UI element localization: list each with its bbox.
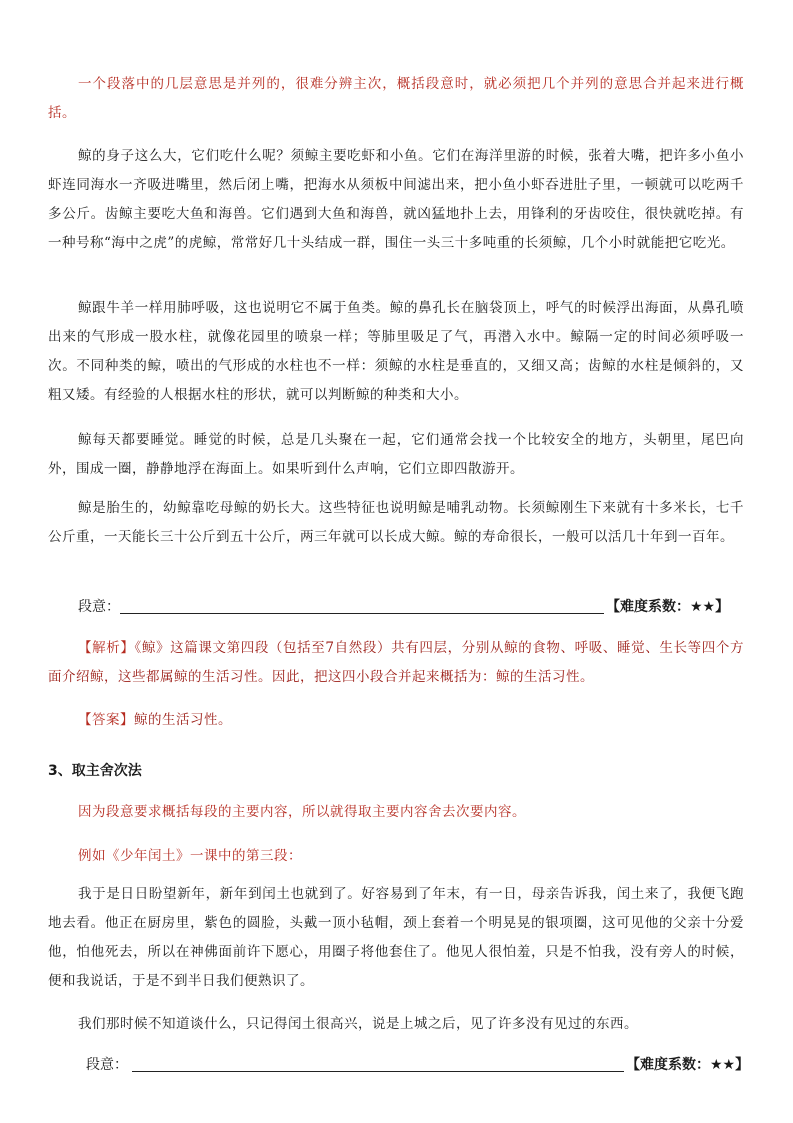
analysis-paragraph [48, 634, 744, 692]
answer-tag: 【答案】 [78, 712, 134, 728]
body-paragraph-growth: 鲸是胎生的，幼鲸靠吃母鲸的奶长大。这些特征也说明鲸是哺乳动物。长须鲸刚生下来就有十多米长，七千公斤重，一天能长三十公斤到五十公斤，两三年就可以长成大鲸。鲸的寿命很长，一般可以活几十年到一百年。 [48, 500, 744, 545]
blank-label: 段意： [78, 599, 120, 615]
answer-blank-row-2 [48, 1054, 748, 1078]
blank-label: 段意： [86, 1057, 128, 1073]
section-heading: 3、取主舍次法 [48, 763, 142, 779]
answer-paragraph [48, 706, 744, 735]
body-paragraph-breathing: 鲸跟牛羊一样用肺呼吸，这也说明它不属于鱼类。鲸的鼻孔长在脑袋顶上，呼气的时候浮出海面，从鼻孔喷出来的气形成一股水柱，就像花园里的喷泉一样；等肺里吸足了气，再潜入水中。鲸隔一定的时间必须呼吸一次。不同种类的鲸，喷出的气形成的水柱也不一样：须鲸的水柱是垂直的，又细又高；齿鲸的水柱是倾斜的，又粗又矮。有经验的人根据水柱的形状，就可以判断鲸的种类和大小。 [48, 300, 744, 403]
answer-blank-line[interactable] [132, 1071, 624, 1072]
analysis-tag: 【解析】 [78, 640, 135, 656]
body-paragraph-food: 鲸的身子这么大，它们吃什么呢？须鲸主要吃虾和小鱼。它们在海洋里游的时候，张着大嘴，把许多小鱼小虾连同海水一齐吸进嘴里，然后闭上嘴，把海水从须板中间滤出来，把小鱼小虾吞进肚子里，一顿就可以吃两千多公斤。齿鲸主要吃大鱼和海兽。它们遇到大鱼和海兽，就凶猛地扑上去，用锋利的牙齿咬住，很快就吃掉。有一种号称“海中之虎”的虎鲸，常常好几十头结成一群，围住一头三十多吨重的长须鲸，几个小时就能把它吃光。 [48, 148, 744, 251]
answer-blank-line[interactable] [120, 613, 604, 614]
analysis-text: 《鲸》这篇课文第四段（包括至7自然段）共有四层，分别从鲸的食物、呼吸、睡觉、生长等四个方面介绍鲸，这些都属鲸的生活习性。因此，把这四小段合并起来概括为：鲸的生活习性。 [48, 640, 744, 685]
example-paragraph-1: 我于是日日盼望新年，新年到闰土也就到了。好容易到了年末，有一日，母亲告诉我，闰土来了，我便飞跑地去看。他正在厨房里，紫色的圆脸，头戴一顶小毡帽，颈上套着一个明晃晃的银项圈，这可见他的父亲十分爱他，怕他死去，所以在神佛面前许下愿心，用圈子将他套住了。他见人很怕羞，只是不怕我，没有旁人的时候，便和我说话，于是不到半日我们便熟识了。 [48, 886, 744, 989]
difficulty-rating: 【难度系数：★★】 [626, 1057, 750, 1073]
example-intro: 例如《少年闰土》一课中的第三段： [78, 848, 302, 864]
body-paragraph-sleeping: 鲸每天都要睡觉。睡觉的时候，总是几头聚在一起，它们通常会找一个比较安全的地方，头朝里，尾巴向外，围成一圈，静静地浮在海面上。如果听到什么声响，它们立即四散游开。 [48, 432, 744, 477]
intro-paragraph: 一个段落中的几层意思是并列的，很难分辨主次，概括段意时，就必须把几个并列的意思合并起来进行概括。 [48, 76, 744, 121]
answer-text: 鲸的生活习性。 [134, 712, 232, 728]
section-description: 因为段意要求概括每段的主要内容，所以就得取主要内容舍去次要内容。 [78, 804, 526, 820]
example-paragraph-2: 我们那时候不知道谈什么，只记得闰土很高兴，说是上城之后，见了许多没有见过的东西。 [78, 1016, 638, 1032]
difficulty-rating: 【难度系数：★★】 [606, 599, 730, 615]
answer-blank-row-1 [48, 596, 748, 620]
